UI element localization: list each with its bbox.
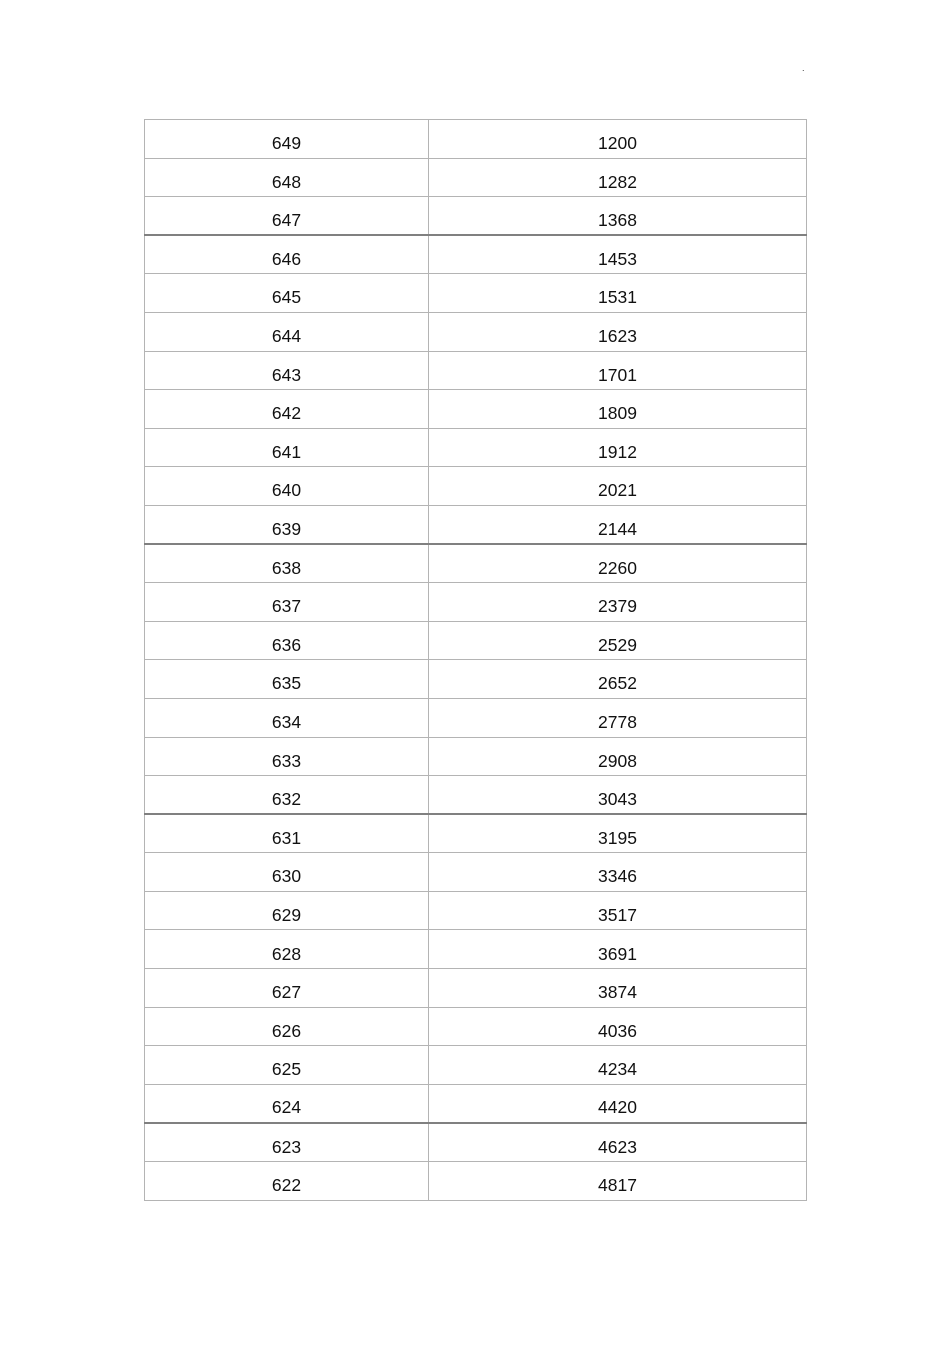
table-row: [145, 544, 807, 583]
rank-cell: 2021: [429, 467, 807, 506]
table-row: [145, 390, 807, 429]
score-cell: 632: [145, 776, 429, 815]
table-row: [145, 660, 807, 699]
rank-cell: 3691: [429, 930, 807, 969]
score-cell: 627: [145, 969, 429, 1008]
rank-cell: 4420: [429, 1084, 807, 1123]
rank-cell: 1623: [429, 312, 807, 351]
rank-cell: 3043: [429, 776, 807, 815]
rank-cell: 1200: [429, 120, 807, 159]
table-row: [145, 428, 807, 467]
table-row: [145, 969, 807, 1008]
rank-cell: 3346: [429, 853, 807, 892]
table-row: [145, 351, 807, 390]
score-cell: 648: [145, 158, 429, 197]
score-cell: 647: [145, 197, 429, 236]
table-row: [145, 737, 807, 776]
table-row: [145, 197, 807, 236]
score-rank-table: [144, 119, 807, 1201]
rank-cell: 2908: [429, 737, 807, 776]
rank-cell: 1453: [429, 235, 807, 274]
table-row: [145, 1162, 807, 1201]
rank-cell: 4623: [429, 1123, 807, 1162]
table-row: [145, 621, 807, 660]
table-row: [145, 776, 807, 815]
table-row: [145, 467, 807, 506]
table-row: [145, 930, 807, 969]
rank-cell: 2144: [429, 505, 807, 544]
score-cell: 638: [145, 544, 429, 583]
score-cell: 624: [145, 1084, 429, 1123]
score-cell: 631: [145, 814, 429, 853]
table-row: [145, 1007, 807, 1046]
score-cell: 629: [145, 891, 429, 930]
score-cell: 639: [145, 505, 429, 544]
score-cell: 622: [145, 1162, 429, 1201]
score-cell: 641: [145, 428, 429, 467]
table-row: [145, 1084, 807, 1123]
table-row: [145, 274, 807, 313]
rank-cell: 3874: [429, 969, 807, 1008]
table-row: [145, 1046, 807, 1085]
score-cell: 636: [145, 621, 429, 660]
score-cell: 637: [145, 583, 429, 622]
table-row: [145, 505, 807, 544]
table-row: [145, 235, 807, 274]
rank-cell: 4036: [429, 1007, 807, 1046]
score-cell: 642: [145, 390, 429, 429]
rank-cell: 2379: [429, 583, 807, 622]
rank-cell: 1809: [429, 390, 807, 429]
table-row: [145, 120, 807, 159]
score-cell: 625: [145, 1046, 429, 1085]
score-cell: 645: [145, 274, 429, 313]
table-row: [145, 698, 807, 737]
score-cell: 644: [145, 312, 429, 351]
table-row: [145, 891, 807, 930]
score-cell: 649: [145, 120, 429, 159]
page-marker: .: [802, 63, 805, 73]
table-row: [145, 583, 807, 622]
rank-cell: 1912: [429, 428, 807, 467]
score-cell: 646: [145, 235, 429, 274]
score-cell: 630: [145, 853, 429, 892]
score-cell: 628: [145, 930, 429, 969]
rank-cell: 1368: [429, 197, 807, 236]
score-cell: 626: [145, 1007, 429, 1046]
rank-cell: 2529: [429, 621, 807, 660]
table-row: [145, 1123, 807, 1162]
table-row: [145, 312, 807, 351]
table-row: [145, 814, 807, 853]
rank-cell: 1282: [429, 158, 807, 197]
table-row: [145, 158, 807, 197]
rank-cell: 1531: [429, 274, 807, 313]
rank-cell: 4817: [429, 1162, 807, 1201]
score-cell: 633: [145, 737, 429, 776]
rank-cell: 1701: [429, 351, 807, 390]
rank-cell: 3517: [429, 891, 807, 930]
score-cell: 640: [145, 467, 429, 506]
table-row: [145, 853, 807, 892]
table-body: [145, 120, 807, 1201]
rank-cell: 3195: [429, 814, 807, 853]
score-cell: 635: [145, 660, 429, 699]
rank-cell: 4234: [429, 1046, 807, 1085]
rank-cell: 2652: [429, 660, 807, 699]
score-cell: 634: [145, 698, 429, 737]
rank-cell: 2260: [429, 544, 807, 583]
score-cell: 643: [145, 351, 429, 390]
rank-cell: 2778: [429, 698, 807, 737]
score-cell: 623: [145, 1123, 429, 1162]
